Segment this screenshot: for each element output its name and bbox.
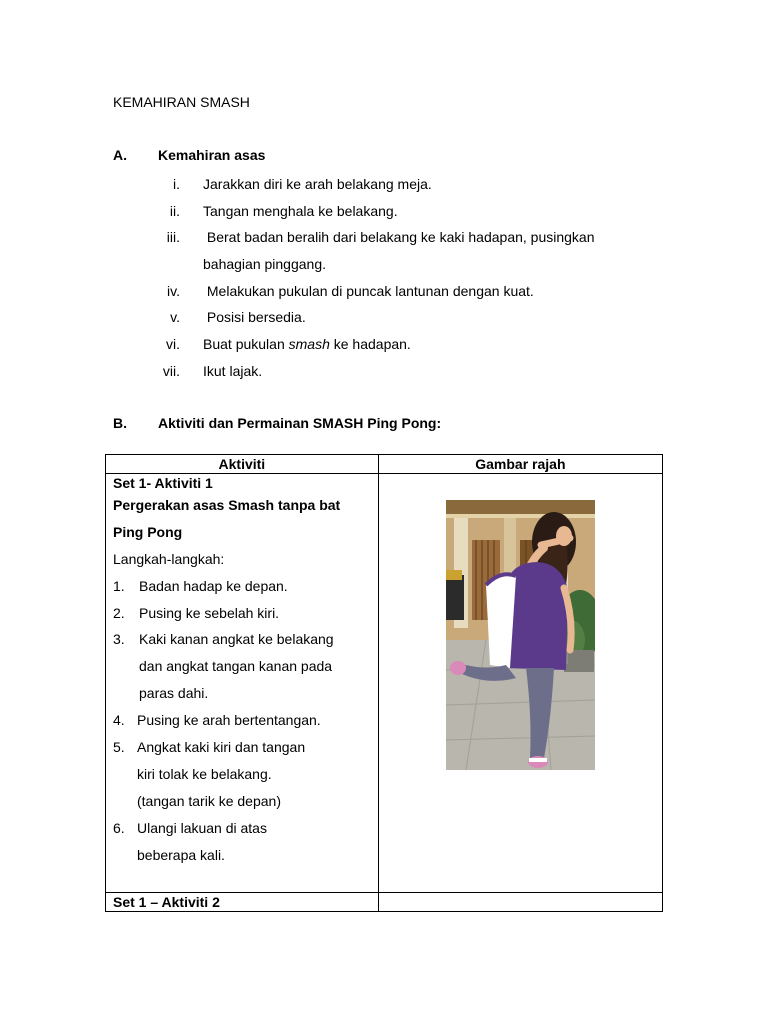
list-item-continuation: [0, 252, 768, 279]
document-title: KEMAHIRAN SMASH: [113, 94, 250, 110]
list-item: [0, 225, 768, 252]
list-item: [113, 573, 378, 600]
step-number: iii.: [166, 229, 180, 246]
item-text-continuation: kiri tolak ke belakang.: [137, 765, 272, 782]
photo-illustration: [446, 500, 595, 770]
image-cell-empty: [378, 893, 662, 912]
section-b-heading: Aktiviti dan Permainan SMASH Ping Pong:: [158, 415, 442, 431]
activity-title-line: Ping Pong: [113, 523, 183, 540]
skill-steps-list: [0, 172, 768, 386]
step-text-emphasis: smash: [288, 336, 330, 353]
list-item: [0, 279, 768, 306]
step-number: ii.: [169, 202, 180, 219]
section-a-heading: Kemahiran asas: [158, 147, 266, 163]
list-item: [0, 359, 768, 386]
item-number: 2.: [113, 604, 125, 621]
step-text-after: ke hadapan.: [329, 336, 411, 353]
item-text: Badan hadap ke depan.: [139, 577, 288, 594]
list-item: [113, 626, 378, 653]
item-text: Pusing ke sebelah kiri.: [139, 604, 280, 621]
section-b-number: B.: [113, 415, 127, 431]
set-label: Set 1- Aktiviti 1: [113, 475, 213, 491]
item-text: Pusing ke arah bertentangan.: [137, 712, 321, 729]
item-text-continuation: (tangan tarik ke depan): [137, 792, 281, 809]
step-number: i.: [173, 176, 180, 192]
step-number: v.: [170, 309, 180, 326]
section-a-number: A.: [113, 147, 127, 163]
list-item: [0, 332, 768, 359]
step-number: iv.: [167, 282, 180, 299]
item-number: 6.: [113, 819, 125, 836]
list-item: [0, 305, 768, 332]
item-number: 3.: [113, 631, 125, 648]
item-number: 5.: [113, 739, 125, 756]
item-text-continuation: dan angkat tangan kanan pada: [139, 658, 333, 675]
step-text: [203, 334, 411, 354]
list-item: [113, 734, 378, 761]
step-number: vi.: [166, 336, 180, 353]
step-text-continuation: bahagian pinggang.: [203, 256, 327, 273]
column-header-gambar: Gambar rajah: [378, 455, 662, 474]
step-text: Tangan menghala ke belakang.: [203, 202, 398, 219]
table-header-row: [106, 455, 663, 474]
steps-label: Langkah-langkah:: [113, 550, 225, 567]
step-text: Berat badan beralih dari belakang ke kaki hadapan, pusingkan: [203, 229, 595, 246]
list-item: [113, 707, 378, 734]
step-text: Ikut lajak.: [203, 362, 263, 379]
item-text-continuation: beberapa kali.: [137, 846, 225, 863]
list-item: [113, 815, 378, 842]
table-row: [106, 893, 663, 912]
step-text-before: Buat pukulan: [203, 336, 289, 353]
step-text: Posisi bersedia.: [203, 309, 306, 326]
item-text: Kaki kanan angkat ke belakang: [139, 631, 334, 648]
item-text-continuation: paras dahi.: [139, 685, 209, 702]
list-item: [0, 172, 768, 199]
list-item: [0, 199, 768, 226]
item-text: Angkat kaki kiri dan tangan: [137, 739, 306, 756]
smash-pose-photo: [446, 500, 595, 770]
activity-cell: [106, 474, 379, 893]
item-number: 1.: [113, 577, 125, 594]
step-number: vii.: [162, 362, 180, 379]
item-number: 4.: [113, 712, 125, 729]
step-text: Jarakkan diri ke arah belakang meja.: [203, 176, 432, 192]
item-text: Ulangi lakuan di atas: [137, 819, 267, 836]
step-text: Melakukan pukulan di puncak lantunan dengan kuat.: [203, 282, 534, 299]
set-label: Set 1 – Aktiviti 2: [106, 893, 379, 912]
column-header-aktiviti: Aktiviti: [106, 455, 379, 474]
activity-title-line: Pergerakan asas Smash tanpa bat: [113, 497, 341, 513]
list-item: [113, 600, 378, 627]
